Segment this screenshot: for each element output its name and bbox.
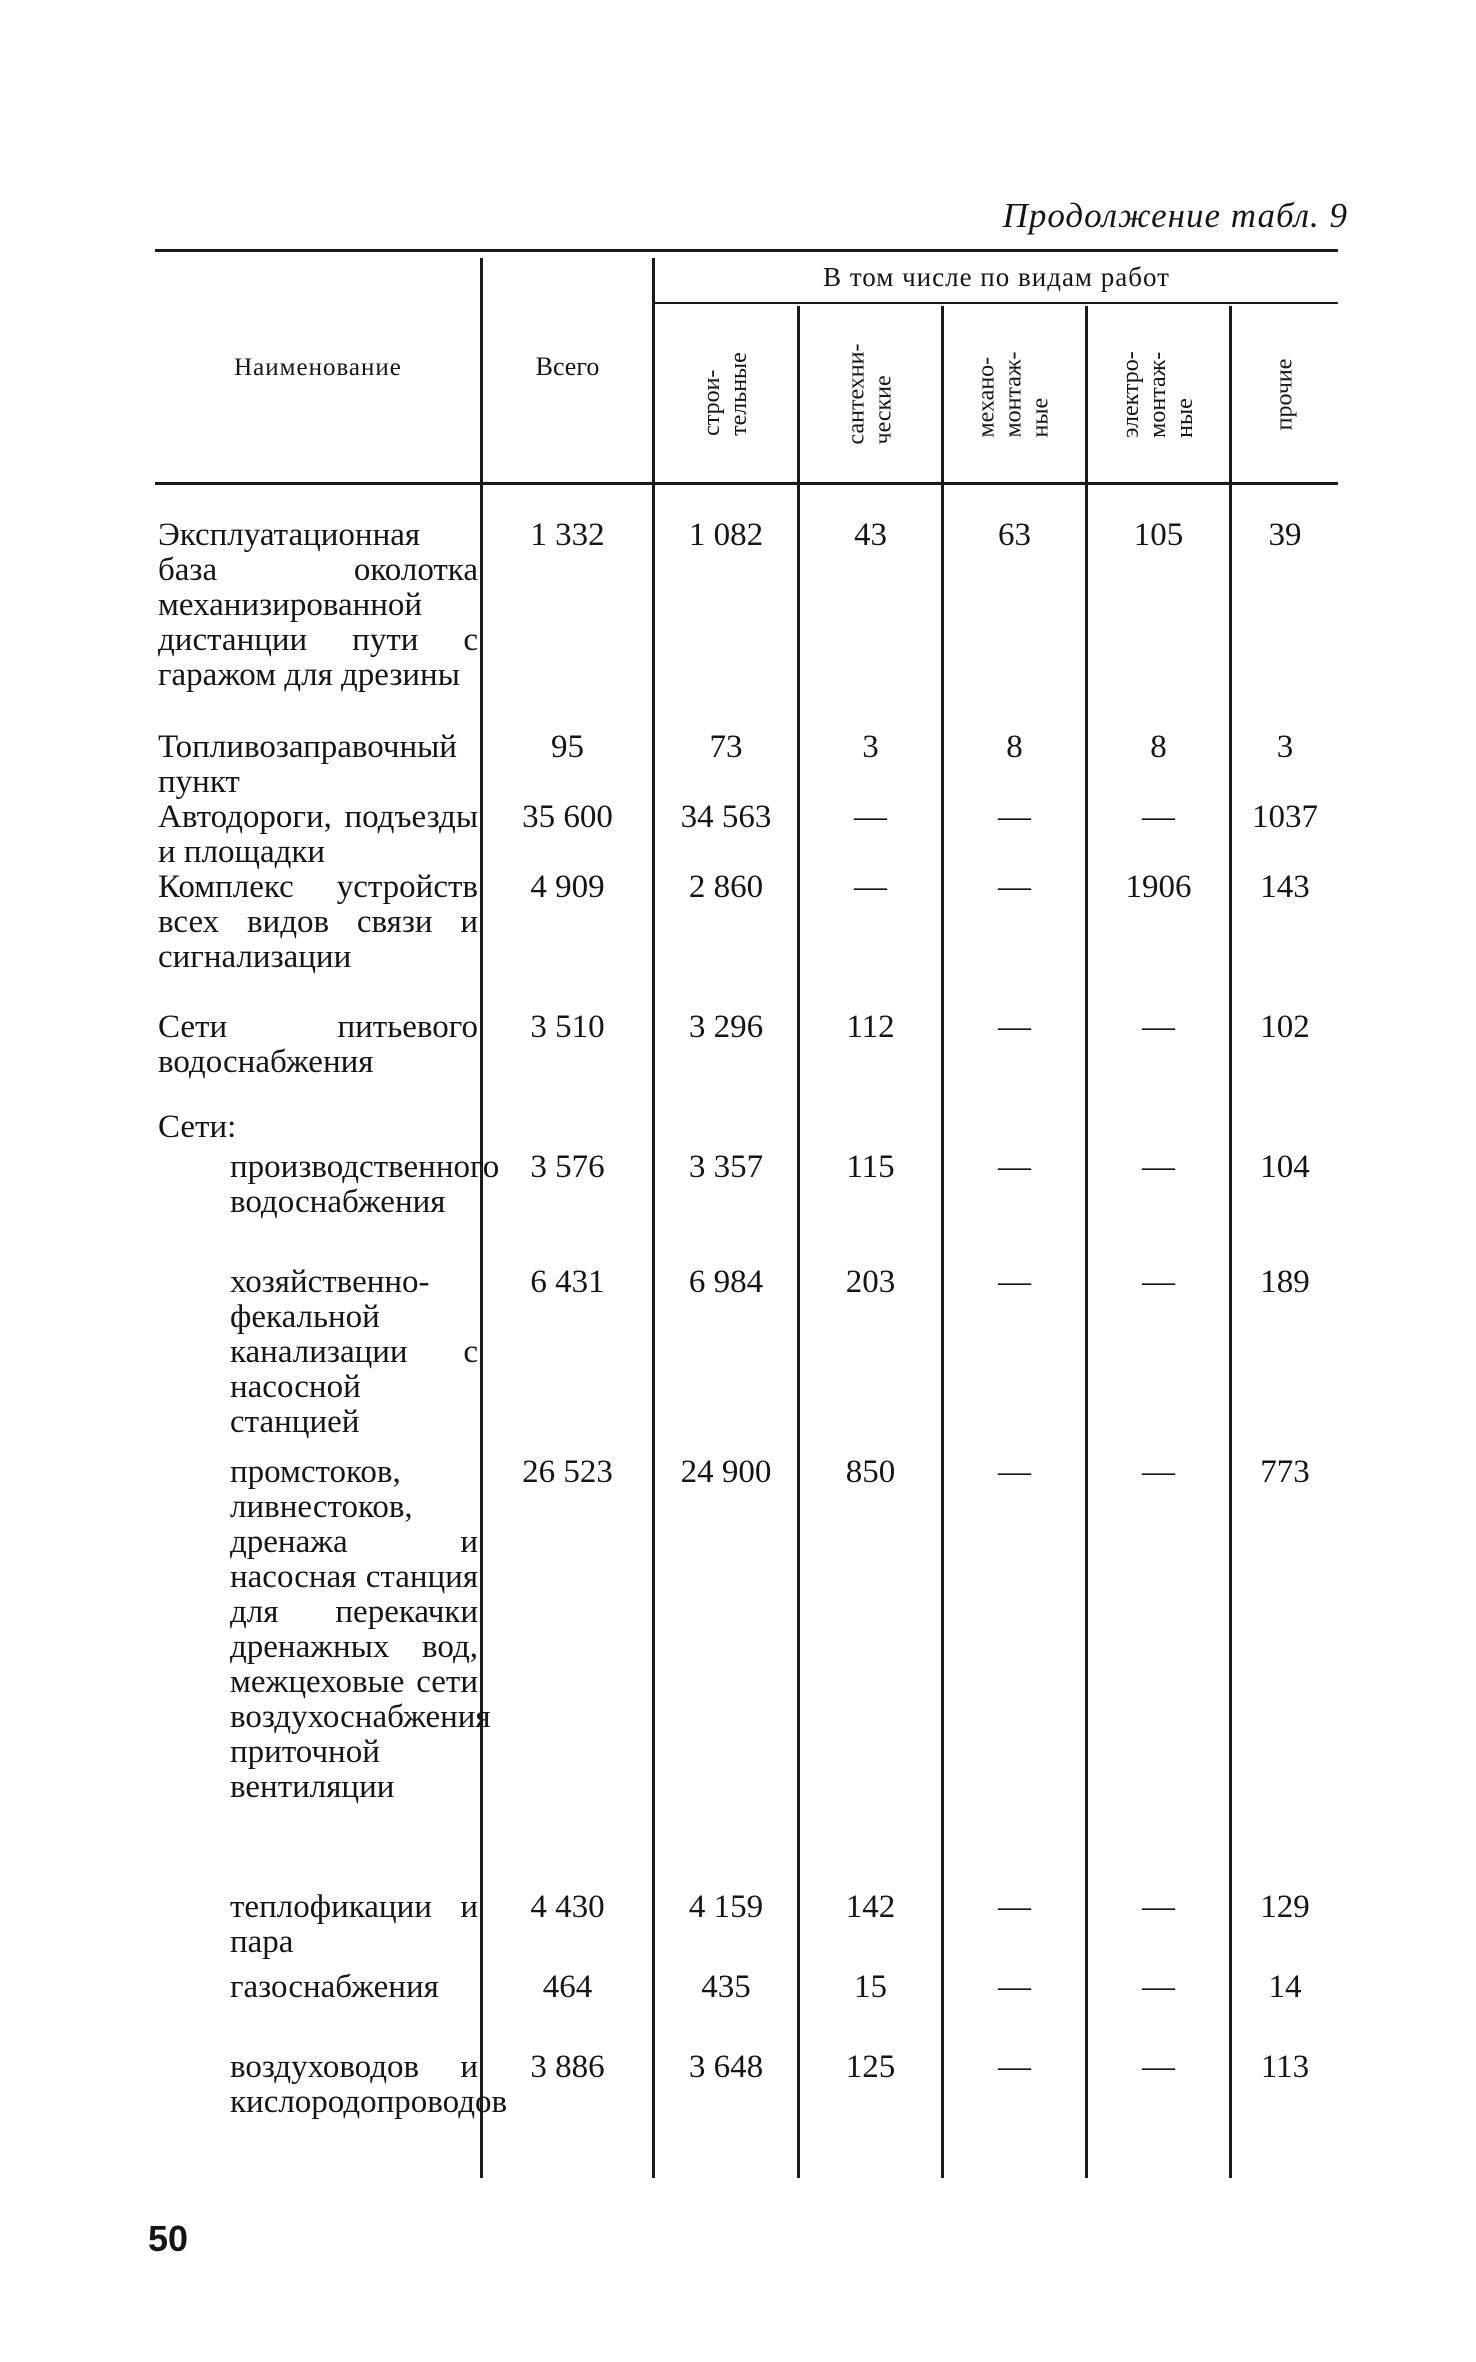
table-row <box>0 800 1476 870</box>
row-name: производственного водоснабжения <box>230 1149 500 1220</box>
table-row <box>0 1150 1476 1265</box>
cell-elec: — <box>1142 1009 1175 1045</box>
cell-total: 1 332 <box>530 517 605 553</box>
group-header-rule <box>653 302 1338 304</box>
cell-mech: — <box>998 2049 1031 2085</box>
cell-total: 464 <box>542 1969 593 2005</box>
header-name: Наименование <box>234 354 402 381</box>
cell-build: 73 <box>709 729 743 765</box>
header-sub-mech: механо- монтаж- ные <box>973 350 1054 438</box>
cell-elec: — <box>1142 1969 1175 2005</box>
row-name: промстоков, ливнестоков, дренажа и насосная станция для перекачки дренажных вод, межцеховые сети воздухоснабжения приточной вентиляции <box>230 1454 491 1805</box>
cell-other: 1037 <box>1252 799 1318 835</box>
cell-elec: 8 <box>1150 729 1167 765</box>
cell-mech: — <box>998 799 1031 835</box>
cell-plumb: 850 <box>845 1454 896 1490</box>
row-name: Комплекс устройств всех видов связи и сигнализации <box>158 869 478 975</box>
header-sub-elec: электро- монтаж- ные <box>1118 350 1198 438</box>
cell-plumb: 112 <box>846 1009 895 1045</box>
cell-elec: 105 <box>1133 517 1184 553</box>
table-row <box>0 1010 1476 1110</box>
row-name: Топливозаправочный пункт <box>158 729 457 800</box>
cell-mech: — <box>998 869 1031 905</box>
cell-build: 3 357 <box>688 1149 764 1185</box>
cell-build: 3 648 <box>688 2049 764 2085</box>
cell-total: 26 523 <box>522 1454 613 1490</box>
table-caption: Продолжение табл. 9 <box>1002 196 1348 235</box>
cell-total: 4 430 <box>530 1889 605 1925</box>
row-name: воздуховодов и кислородопроводов <box>230 2049 508 2120</box>
table-row <box>0 1110 1476 1150</box>
row-name: Сети: <box>158 1109 237 1145</box>
cell-total: 35 600 <box>522 799 613 835</box>
table-row <box>0 870 1476 1010</box>
cell-plumb: 3 <box>862 729 879 765</box>
cell-plumb: 125 <box>845 2049 896 2085</box>
row-name: хозяйственно-фекальной канализации с насосной станцией <box>230 1264 478 1440</box>
table-row <box>0 518 1476 728</box>
cell-mech: — <box>998 1264 1031 1300</box>
table-row <box>0 1455 1476 1890</box>
cell-other: 14 <box>1268 1969 1302 2005</box>
cell-elec: — <box>1142 2049 1175 2085</box>
table-row <box>0 2050 1476 2160</box>
cell-elec: — <box>1142 1889 1175 1925</box>
row-name: теплофикации и пара <box>230 1889 478 1960</box>
row-name: Эксплуатационная база околотка механизированной дистанции пути с гаражом для дрезины <box>158 517 478 693</box>
cell-plumb: 142 <box>845 1889 896 1925</box>
cell-elec: — <box>1142 1264 1175 1300</box>
cell-mech: — <box>998 1889 1031 1925</box>
top-rule <box>155 249 1338 252</box>
cell-plumb: — <box>854 799 887 835</box>
cell-build: 1 082 <box>688 517 764 553</box>
cell-mech: — <box>998 1969 1031 2005</box>
cell-build: 6 984 <box>688 1264 764 1300</box>
cell-total: 4 909 <box>530 869 605 905</box>
table-row <box>0 1970 1476 2050</box>
cell-build: 4 159 <box>688 1889 764 1925</box>
header-sub-other: прочие <box>1271 358 1298 430</box>
row-name: Автодороги, подъезды и площадки <box>158 799 478 870</box>
cell-other: 189 <box>1260 1264 1310 1300</box>
cell-other: 113 <box>1260 2049 1310 2085</box>
table-row <box>0 730 1476 800</box>
cell-other: 129 <box>1260 1889 1310 1925</box>
cell-build: 3 296 <box>688 1009 764 1045</box>
table-row <box>0 1890 1476 1970</box>
cell-total: 3 576 <box>530 1149 605 1185</box>
cell-mech: 63 <box>998 517 1031 553</box>
cell-build: 2 860 <box>688 869 764 905</box>
cell-plumb: 203 <box>845 1264 896 1300</box>
page-number: 50 <box>148 2218 189 2259</box>
row-name: газоснабжения <box>230 1969 439 2005</box>
header-bottom-rule <box>155 482 1338 485</box>
cell-elec: 1906 <box>1125 869 1192 905</box>
table-row <box>0 1265 1476 1455</box>
cell-other: 39 <box>1268 517 1302 553</box>
header-total: Всего <box>535 352 600 381</box>
cell-other: 3 <box>1276 729 1294 765</box>
cell-elec: — <box>1142 799 1175 835</box>
cell-total: 3 510 <box>530 1009 605 1045</box>
cell-mech: — <box>998 1149 1031 1185</box>
cell-plumb: 15 <box>854 1969 887 2005</box>
cell-mech: — <box>998 1009 1031 1045</box>
header-sub-build: строи- тельные <box>699 352 752 436</box>
cell-plumb: 115 <box>846 1149 895 1185</box>
header-sub-plumb: сантехни- ческие <box>843 343 897 445</box>
cell-build: 435 <box>701 1969 751 2005</box>
cell-total: 3 886 <box>530 2049 605 2085</box>
cell-other: 102 <box>1260 1009 1310 1045</box>
cell-elec: — <box>1142 1149 1175 1185</box>
cell-mech: 8 <box>1006 729 1023 765</box>
cell-build: 34 563 <box>680 799 772 835</box>
cell-elec: — <box>1142 1454 1175 1490</box>
cell-mech: — <box>998 1454 1031 1490</box>
cell-other: 104 <box>1260 1149 1310 1185</box>
cell-plumb: 43 <box>854 517 887 553</box>
cell-other: 143 <box>1260 869 1310 905</box>
cell-plumb: — <box>854 869 887 905</box>
cell-other: 773 <box>1260 1454 1310 1490</box>
header-group: В том числе по видам работ <box>823 262 1170 292</box>
cell-total: 95 <box>551 729 584 765</box>
cell-build: 24 900 <box>680 1454 772 1490</box>
cell-total: 6 431 <box>530 1264 605 1300</box>
row-name: Сети питьевого водоснабжения <box>158 1009 478 1080</box>
